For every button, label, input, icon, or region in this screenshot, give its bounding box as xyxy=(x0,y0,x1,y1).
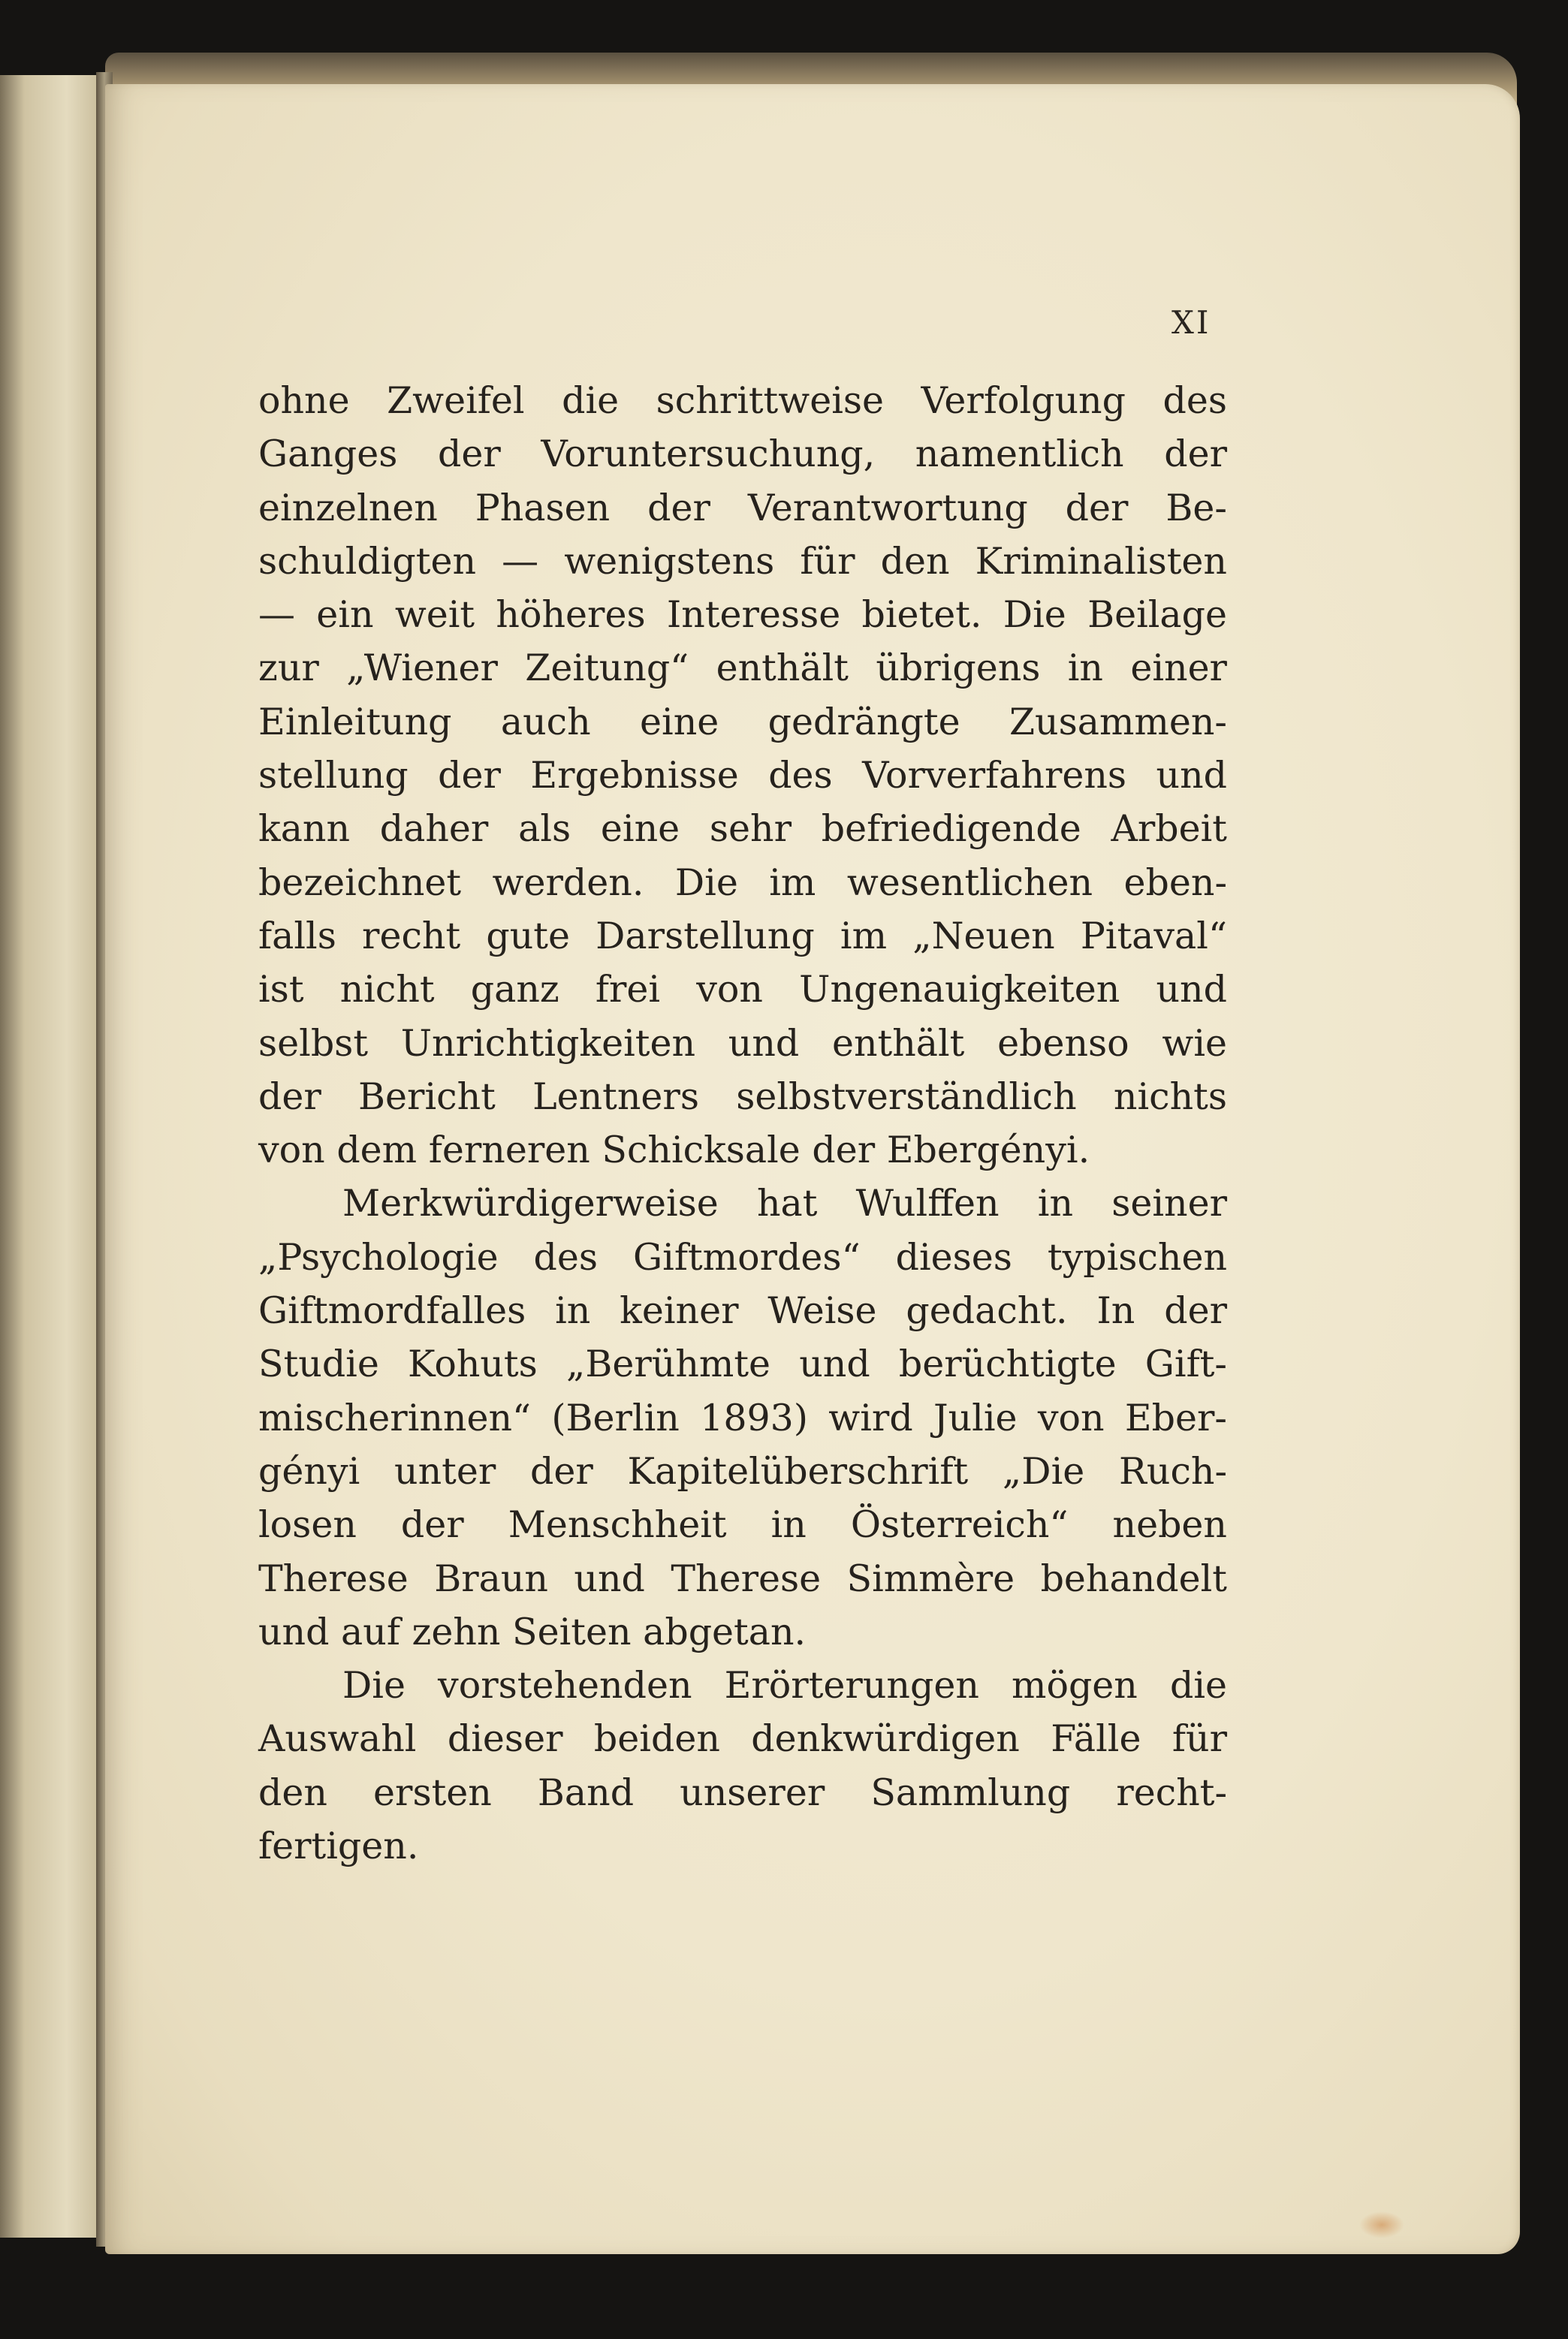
text-line: gényi unter der Kapitelüberschrift „Die Ruch- xyxy=(258,1449,1227,1493)
text-line: ist nicht ganz frei von Ungenauigkeiten und xyxy=(258,968,1227,1011)
text-line: falls recht gute Darstellung im „Neuen Pitaval“ xyxy=(258,914,1227,957)
text-line: schuldigten — wenigstens für den Kriminalisten xyxy=(258,539,1227,583)
text-line: stellung der Ergebnisse des Vorverfahrens und xyxy=(258,754,1227,797)
text-line: ohne Zweifel die schrittweise Verfolgung des xyxy=(258,379,1227,422)
text-line: „Psychologie des Giftmordes“ dieses typischen xyxy=(258,1235,1227,1279)
text-line: kann daher als eine sehr befriedigende Arbeit xyxy=(258,807,1227,851)
body-text xyxy=(258,374,1227,1873)
text-line: Einleitung auch eine gedrängte Zusammen- xyxy=(258,700,1227,743)
text-line: selbst Unrichtigkeiten und enthält ebenso wie xyxy=(258,1021,1227,1065)
text-line: und auf zehn Seiten abgetan. xyxy=(258,1610,807,1653)
text-line: Auswahl dieser beiden denkwürdigen Fälle für xyxy=(258,1717,1227,1761)
text-line: Die vorstehenden Erörterungen mögen die xyxy=(342,1664,1227,1708)
text-line: fertigen. xyxy=(258,1825,419,1868)
text-line: Studie Kohuts „Berühmte und berüchtigte Gift- xyxy=(258,1343,1227,1386)
text-line: Ganges der Voruntersuchung, namentlich der xyxy=(258,433,1227,476)
text-line: Therese Braun und Therese Simmère behandelt xyxy=(258,1557,1227,1600)
text-line: der Bericht Lentners selbstverständlich nichts xyxy=(258,1075,1227,1118)
text-line: — ein weit höheres Interesse bietet. Die Beilage xyxy=(258,593,1227,637)
text-line: mischerinnen“ (Berlin 1893) wird Julie von Eber- xyxy=(258,1396,1227,1439)
text-line: einzelnen Phasen der Verantwortung der Be- xyxy=(258,486,1227,529)
paper-stain xyxy=(1359,2211,1404,2238)
text-line: Merkwürdigerweise hat Wulffen in seiner xyxy=(342,1182,1227,1225)
page-number: XI xyxy=(1171,304,1211,341)
text-line: bezeichnet werden. Die im wesentlichen eben- xyxy=(258,861,1227,904)
facing-page-edge xyxy=(0,75,111,2238)
text-line: zur „Wiener Zeitung“ enthält übrigens in einer xyxy=(258,647,1227,690)
text-line: den ersten Band unserer Sammlung recht- xyxy=(258,1771,1227,1814)
text-line: losen der Menschheit in Österreich“ neben xyxy=(258,1503,1227,1547)
text-line: von dem ferneren Schicksale der Ebergényi. xyxy=(258,1129,1090,1172)
text-line: Giftmordfalles in keiner Weise gedacht. In der xyxy=(258,1289,1227,1333)
